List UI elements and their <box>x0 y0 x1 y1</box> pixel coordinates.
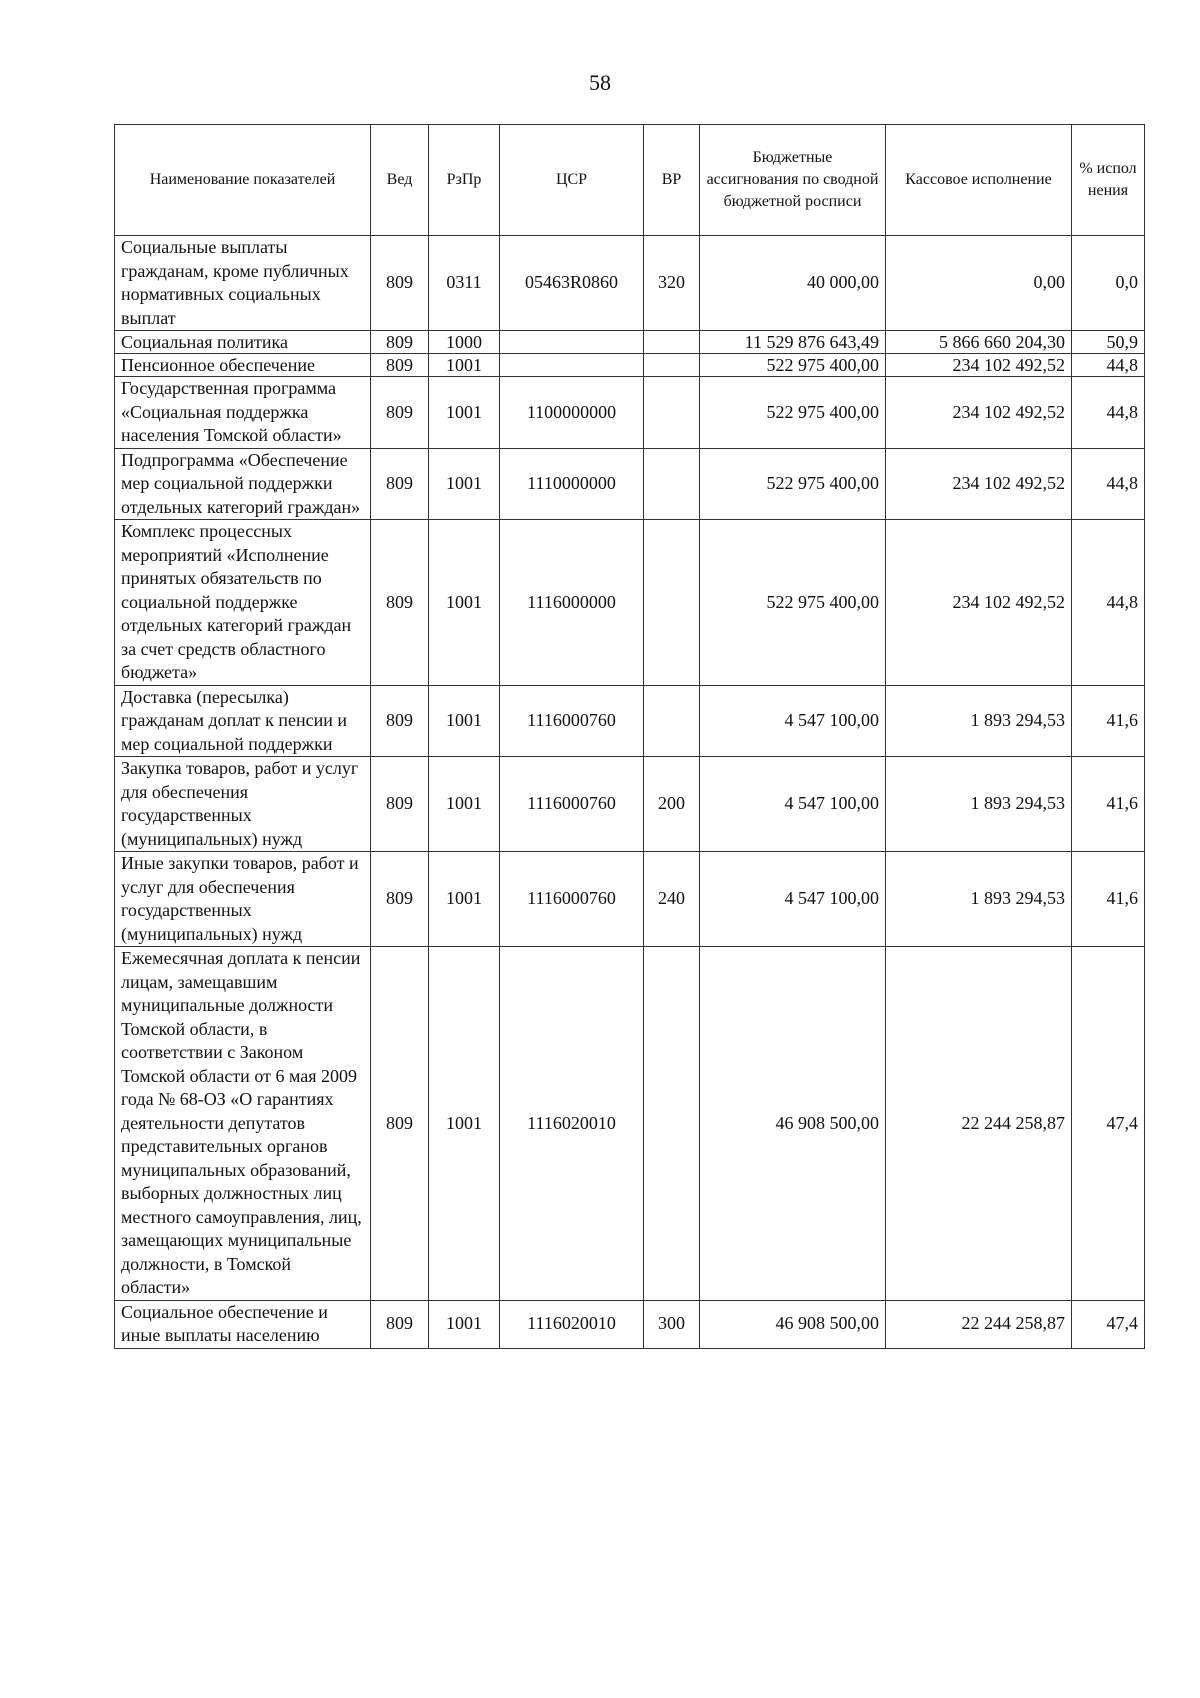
row-vr <box>644 354 700 377</box>
row-rzpr: 1001 <box>429 377 500 449</box>
row-allocations: 522 975 400,00 <box>700 448 886 520</box>
header-name: Наименование показателей <box>115 125 371 236</box>
row-rzpr: 1001 <box>429 1300 500 1348</box>
row-rzpr: 1001 <box>429 947 500 1301</box>
row-vr <box>644 685 700 757</box>
row-name: Иные закупки товаров, работ и услуг для обеспечения государственных (муниципальных) нужд <box>115 852 371 947</box>
row-name: Социальные выплаты гражданам, кроме публичных нормативных социальных выплат <box>115 236 371 331</box>
row-rzpr: 1000 <box>429 331 500 354</box>
row-execution: 1 893 294,53 <box>886 852 1072 947</box>
header-row <box>115 125 1145 236</box>
row-ved: 809 <box>371 852 429 947</box>
row-allocations: 4 547 100,00 <box>700 852 886 947</box>
table-row <box>115 236 1145 331</box>
row-allocations: 522 975 400,00 <box>700 377 886 449</box>
row-vr: 240 <box>644 852 700 947</box>
row-csr: 1116000000 <box>500 520 644 686</box>
table-row <box>115 354 1145 377</box>
row-vr <box>644 947 700 1301</box>
row-execution: 22 244 258,87 <box>886 1300 1072 1348</box>
row-execution: 5 866 660 204,30 <box>886 331 1072 354</box>
row-allocations: 522 975 400,00 <box>700 520 886 686</box>
row-percent: 47,4 <box>1072 1300 1145 1348</box>
row-name: Социальная политика <box>115 331 371 354</box>
row-allocations: 4 547 100,00 <box>700 757 886 852</box>
row-csr <box>500 354 644 377</box>
row-ved: 809 <box>371 448 429 520</box>
table-row <box>115 852 1145 947</box>
row-rzpr: 1001 <box>429 757 500 852</box>
row-percent: 41,6 <box>1072 852 1145 947</box>
header-allocations: Бюджетные ассигнования по сводной бюджетной росписи <box>700 125 886 236</box>
row-vr <box>644 377 700 449</box>
row-execution: 234 102 492,52 <box>886 354 1072 377</box>
row-percent: 44,8 <box>1072 354 1145 377</box>
row-name: Пенсионное обеспечение <box>115 354 371 377</box>
row-csr: 1116000760 <box>500 685 644 757</box>
row-rzpr: 1001 <box>429 448 500 520</box>
header-ved: Вед <box>371 125 429 236</box>
row-execution: 0,00 <box>886 236 1072 331</box>
row-allocations: 522 975 400,00 <box>700 354 886 377</box>
row-execution: 234 102 492,52 <box>886 377 1072 449</box>
row-csr: 1110000000 <box>500 448 644 520</box>
row-percent: 41,6 <box>1072 685 1145 757</box>
row-percent: 47,4 <box>1072 947 1145 1301</box>
row-vr: 200 <box>644 757 700 852</box>
row-vr <box>644 520 700 686</box>
row-allocations: 46 908 500,00 <box>700 1300 886 1348</box>
row-ved: 809 <box>371 377 429 449</box>
row-vr <box>644 448 700 520</box>
row-csr: 1116020010 <box>500 947 644 1301</box>
table-row <box>115 448 1145 520</box>
row-ved: 809 <box>371 757 429 852</box>
budget-execution-table <box>114 124 1145 1349</box>
table-row <box>115 377 1145 449</box>
row-execution: 234 102 492,52 <box>886 448 1072 520</box>
table-row <box>115 1300 1145 1348</box>
row-csr: 1100000000 <box>500 377 644 449</box>
row-allocations: 4 547 100,00 <box>700 685 886 757</box>
row-csr: 1116020010 <box>500 1300 644 1348</box>
table-row <box>115 685 1145 757</box>
page-number: 58 <box>589 70 611 95</box>
row-percent: 0,0 <box>1072 236 1145 331</box>
row-csr: 05463R0860 <box>500 236 644 331</box>
header-vr: ВР <box>644 125 700 236</box>
row-rzpr: 1001 <box>429 685 500 757</box>
row-allocations: 46 908 500,00 <box>700 947 886 1301</box>
row-ved: 809 <box>371 520 429 686</box>
row-vr <box>644 331 700 354</box>
row-allocations: 40 000,00 <box>700 236 886 331</box>
row-csr: 1116000760 <box>500 852 644 947</box>
row-ved: 809 <box>371 1300 429 1348</box>
row-ved: 809 <box>371 947 429 1301</box>
row-execution: 22 244 258,87 <box>886 947 1072 1301</box>
row-ved: 809 <box>371 354 429 377</box>
row-name: Государственная программа «Социальная поддержка населения Томской области» <box>115 377 371 449</box>
table-row <box>115 331 1145 354</box>
row-rzpr: 0311 <box>429 236 500 331</box>
header-rzpr: РзПр <box>429 125 500 236</box>
row-name: Комплекс процессных мероприятий «Исполнение принятых обязательств по социальной поддержке отдельных категорий граждан за счет средств областного бюджета» <box>115 520 371 686</box>
row-allocations: 11 529 876 643,49 <box>700 331 886 354</box>
row-name: Социальное обеспечение и иные выплаты населению <box>115 1300 371 1348</box>
row-rzpr: 1001 <box>429 520 500 686</box>
row-percent: 44,8 <box>1072 520 1145 686</box>
header-execution: Кассовое исполнение <box>886 125 1072 236</box>
row-ved: 809 <box>371 331 429 354</box>
row-ved: 809 <box>371 236 429 331</box>
row-execution: 234 102 492,52 <box>886 520 1072 686</box>
row-percent: 50,9 <box>1072 331 1145 354</box>
row-execution: 1 893 294,53 <box>886 757 1072 852</box>
row-vr: 300 <box>644 1300 700 1348</box>
row-vr: 320 <box>644 236 700 331</box>
row-percent: 44,8 <box>1072 448 1145 520</box>
row-name: Закупка товаров, работ и услуг для обеспечения государственных (муниципальных) нужд <box>115 757 371 852</box>
row-name: Доставка (пересылка) гражданам доплат к пенсии и мер социальной поддержки <box>115 685 371 757</box>
header-percent: % испол нения <box>1072 125 1145 236</box>
row-percent: 41,6 <box>1072 757 1145 852</box>
row-rzpr: 1001 <box>429 354 500 377</box>
row-percent: 44,8 <box>1072 377 1145 449</box>
row-execution: 1 893 294,53 <box>886 685 1072 757</box>
row-csr <box>500 331 644 354</box>
row-name: Ежемесячная доплата к пенсии лицам, замещавшим муниципальные должности Томской области, в соответствии с Законом Томской области от 6 мая 2009 года № 68-ОЗ «О гарантиях деятельности депутатов представительных органов муниципальных образований, выборных должностных лиц местного самоуправления, лиц, замещающих муниципальные должности, в Томской области» <box>115 947 371 1301</box>
table-row <box>115 520 1145 686</box>
row-name: Подпрограмма «Обеспечение мер социальной поддержки отдельных категорий граждан» <box>115 448 371 520</box>
table-row <box>115 757 1145 852</box>
header-csr: ЦСР <box>500 125 644 236</box>
row-csr: 1116000760 <box>500 757 644 852</box>
table-row <box>115 947 1145 1301</box>
row-rzpr: 1001 <box>429 852 500 947</box>
row-ved: 809 <box>371 685 429 757</box>
